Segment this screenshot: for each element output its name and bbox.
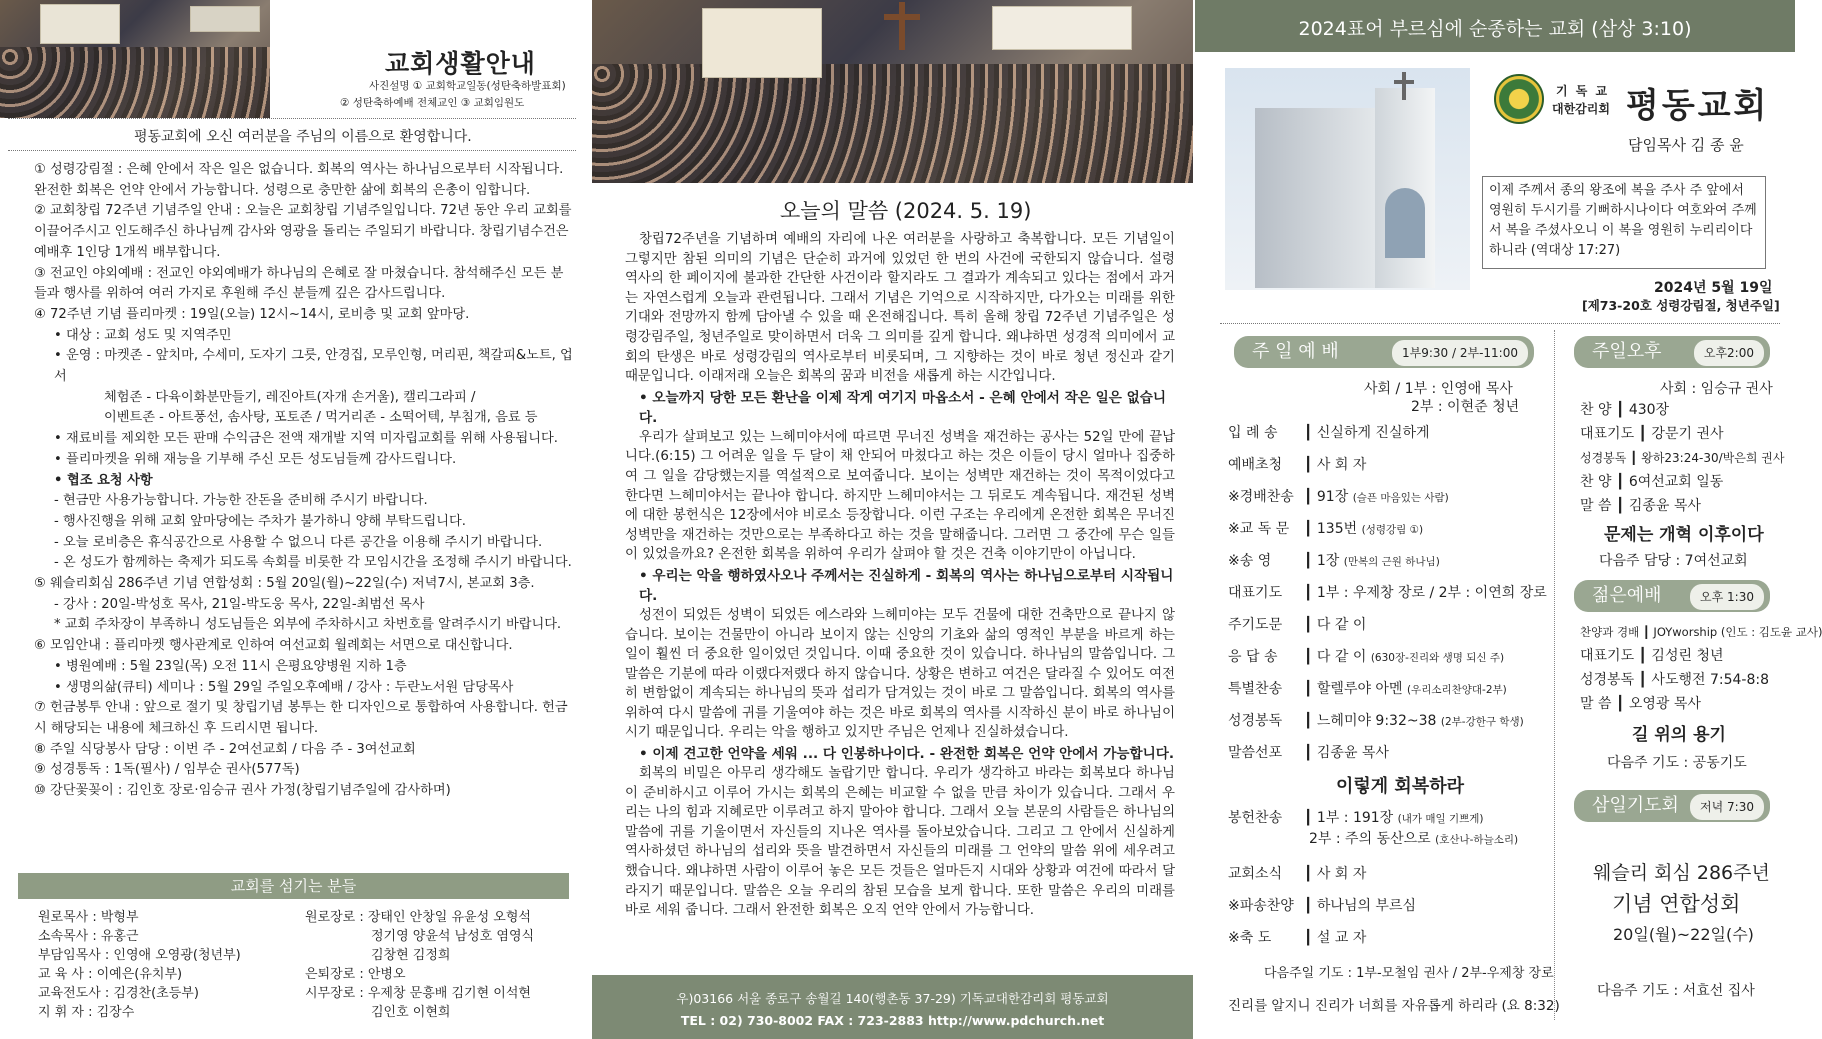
footer-address: 우)03166 서울 종로구 송월길 140(행촌동 37-29) 기독교대한감리회 평동교회 [676,991,1109,1006]
order-row: 주기도문 ┃ 다 같 이 [1228,617,1367,633]
wednesday-time: 저녁 7:30 [1690,794,1764,820]
youth-next: 다음주 기도 : 공동기도 [1607,755,1747,771]
servant-row: 김인호 이현희 [371,1005,451,1020]
servant-row: 원로목사 : 박형부 [38,910,139,925]
closing-verse: 진리를 알지니 진리가 너희를 자유롭게 하리라 (요 8:32) [1228,998,1560,1014]
notice-item: - 온 성도가 함께하는 축제가 되도록 속회를 비롯한 각 모임시간을 조정해 주시기 바랍니다. [54,555,572,571]
notice-item: 체험존 - 다육이화분만들기, 레진아트(자개 손거울), 캘리그라피 / [104,389,476,405]
sermon-body [625,230,1175,921]
order-row: 말씀선포 ┃ 김종윤 목사 [1228,745,1389,761]
sermon-section-head: • 우리는 악을 행하였사오나 주께서는 진실하게 - 회복의 역사는 하나님으로부터 시작됩니다. [639,567,1174,604]
notice-item: • 재료비를 제외한 모든 판매 수익금은 전액 재개발 지역 미자립교회를 위해 사용됩니다. [54,431,558,447]
order-row: 예배초청 ┃ 사 회 자 [1228,457,1367,473]
notice-item: ⑦ 헌금봉투 안내 : 앞으로 절기 및 창립기념 봉투는 한 디자인으로 통합하여 사용합니다. 헌금시 해당되는 내용에 체크하신 후 드리시면 됩니다. [34,700,568,736]
wednesday-title: 삼일기도회 [1592,795,1679,816]
bulletin-date: 2024년 5월 19일 [1654,280,1773,296]
notice-item: ⑥ 모임안내 : 플리마켓 행사관계로 인하여 여선교회 월례회는 서면으로 대신합니다. [34,638,513,654]
notice-item: • 운영 : 마켓존 - 앞치마, 수세미, 도자기 그릇, 안경집, 모루인형, 머리핀, 책갈피&노트, 업서 [54,348,573,385]
servant-row: 교 육 사 : 이예은(유치부) [38,967,183,982]
verse-box [1482,176,1766,269]
notice-item: ⑧ 주일 식당봉사 담당 : 이번 주 - 2여선교회 / 다음 주 - 3여선교회 [34,741,416,757]
page-title: 교회생활안내 [385,49,536,78]
notice-item: 이벤트존 - 아트풍선, 솜사탕, 포토존 / 먹거리존 - 소떡어텍, 부침개, 음료 등 [104,410,538,426]
afternoon-row: 찬 양 ┃ 6여선교회 일동 [1580,474,1724,490]
order-row: ※축 도 ┃ 설 교 자 [1228,930,1367,946]
wednesday-event-2: 기념 연합성회 [1612,892,1741,916]
notice-item: * 교회 주차장이 부족하니 성도님들은 외부에 주차하시고 차번호를 알려주시기 바랍니다. [54,617,562,633]
wednesday-next: 다음주 기도 : 서효선 집사 [1597,983,1755,999]
next-sunday-prayer: 다음주일 기도 : 1부-모철임 권사 / 2부-우제창 장로 [1264,966,1554,981]
notice-item: - 오늘 로비층은 휴식공간으로 사용할 수 없으니 다른 공간을 이용해 주시기 바랍니다. [54,534,543,550]
notice-list [34,160,574,802]
order-row: 대표기도 ┃ 1부 : 우제창 장로 / 2부 : 이연희 장로 [1228,585,1547,601]
sermon-paragraph: 우리가 살펴보고 있는 느헤미야서에 따르면 무너진 성벽을 재건하는 공사는 52일 만에 끝납니다.(6:15) 그 어려운 일을 두 달이 채 안되어 마쳤다고 하는 것은 이들이 당시 얼마나 집중하여 그 일을 감당했는지를 역설적으로 보여줍니다. 보이는 성벽만 재건하는 것이 목적이었다고 한다면 느헤미야서는 끝나야 합니다. 하지만 느헤미야서는 그 뒤로도 계속됩니다. 재건된 성벽에 대한 봉헌식은 12장에서야 비로소 등장합니다. 이런 구조는 우리에게 온전한 회복은 무너진 성벽만을 재건하는 것만으로는 부족하다고 하는 것을 말해줍니다. 그러면 그 중간에 무슨 일들이 있었을까요? 온전한 회복을 위하여 우리가 살펴야 할 것은 건축 이야기만이 아닙니다. [625,429,1175,563]
order-row: 입 례 송 ┃ 신실하게 진실하게 [1228,425,1430,441]
sermon-section-head: • 이제 견고한 언약을 세워 ... 다 인봉하나이다. - 완전한 회복은 언약 안에서 가능합니다. [639,746,1175,763]
wednesday-service-header [1574,790,1770,822]
church-logo-icon [1494,74,1544,124]
afternoon-row: 대표기도 ┃ 강문기 권사 [1580,426,1724,442]
notice-item: • 플리마켓을 위해 재능을 기부해 주신 모든 성도님들께 감사드립니다. [54,451,457,467]
afternoon-row: 찬 양 ┃ 430장 [1580,402,1670,418]
youth-row: 성경봉독 ┃ 사도행전 7:54-8:8 [1580,672,1769,688]
sermon-paragraph: 성전이 되었든 성벽이 되었든 에스라와 느헤미야는 모두 건물에 대한 건축만으로 끝나지 않습니다. 보이는 건물만이 아니라 보이지 않는 신앙의 기초와 삶의 영적인 부분을 바르게 하는 일이 훨씬 더 중요한 일이었던 것입니다. 이때 중요한 것이 있습니다. 하나님의 말씀입니다. 그 말씀은 기분에 따라 이랬다저랬다 하지 않습니다. 상황은 변하고 여건은 달라질 수 있어도 여전히 변함없이 계속되는 하나님의 뜻과 섭리가 담겨있는 것이 바로 그 말씀입니다. 회복의 역사를 위하여 다시 말씀에 귀를 기울여야 하는 것은 바로 회복의 역사를 시작하신 분이 바로 하나님이시기 때문입니다. 우리는 악을 행하고 있지만 주님은 언제나 진실하셨습니다. [625,607,1175,741]
notice-item: - 현금만 사용가능합니다. 가능한 잔돈을 준비해 주시기 바랍니다. [54,493,428,509]
sunday-service-header [1234,336,1534,368]
notice-item: ⑩ 강단꽃꽂이 : 김인호 장로·임승규 권사 가정(창립기념주일에 감사하며) [34,783,451,799]
afternoon-time: 오후2:00 [1694,340,1764,366]
order-row: ※교 독 문 ┃ 135번 (성령강림 ①) [1228,521,1424,537]
notice-item: - 강사 : 20일-박성호 목사, 21일-박도웅 목사, 22일-최범선 목사 [54,596,425,612]
youth-sermon: 길 위의 용기 [1632,725,1726,745]
footer-contact: TEL : 02) 730-8002 FAX : 723-2883 http://www.pdchurch.net [680,1013,1105,1028]
sermon-paragraph: 창립72주년을 기념하며 예배의 자리에 나온 여러분을 사랑하고 축복합니다. 모든 기념일이 그렇지만 참된 의미의 기념은 단순히 과거에 있었던 한 번의 사건에 국한되지 않습니다. 설령 역사의 한 페이지에 불과한 간단한 사건이라 할지라도 그 결과가 계속되고 있다는 점에서 과거는 자연스럽게 오늘과 관련됩니다. 그래서 기념은 기억으로 시작하지만, 다가오는 미래를 위한 기대와 전망까지 함께 담아낼 수 있을 때 온전해집니다. 특히 올해 창립 72주년 기념주일은 성령강림주일, 청년주일로 맞이하면서 더욱 그 의미를 깊게 합니다. 왜냐하면 성경적 의미에서 교회의 탄생은 바로 성령강림의 역사로부터 비롯되며, 그 지향하는 것이 바로 청년 정신과 같기 때문입니다. 이래저래 오늘은 회복의 꿈과 비전을 새롭게 하는 시간입니다. [625,232,1175,385]
photo-church-school [0,0,270,118]
notice-item: ③ 전교인 야외예배 : 전교인 야외예배가 하나님의 은혜로 잘 마쳤습니다. 참석해주신 모든 분들과 행사를 위하여 여러 가지로 후원해 주신 분들께 깊은 감사드립니다. [34,265,564,302]
divider [8,118,576,119]
notice-item: • 대상 : 교회 성도 및 지역주민 [54,327,232,343]
sermon-paragraph: 회복의 비밀은 아무리 생각해도 놀랍기만 합니다. 우리가 생각하고 바라는 회복보다 하나님이 준비하시고 이루어 가시는 회복의 은혜는 비교할 수 없을 만큼 차이가 있습니다. 그래서 우리는 나의 힘과 지혜로만 이루려고 하지 말아야 합니다. 그래서 오늘 본문의 사람들은 하나님의 말씀에 귀를 기울이면서 자신들의 지나온 역사를 돌아보았습니다. 그리고 그 안에서 신실하게 역사하셨던 하나님의 섭리와 뜻을 발견하면서 자신들의 미래를 그 언약의 말씀 위에 세우려고 했습니다. 왜냐하면 사람이 이루어 놓은 모든 것들은 얼마든지 시대와 상황과 여건에 따라서 달라지기 때문입니다. 말씀은 오늘 우리의 참된 모습을 보게 합니다. 또한 말씀은 우리의 미래를 바로 세워 줍니다. 그래서 완전한 회복은 오직 언약 안에서 가능합니다. [625,766,1175,919]
servants-right [305,908,534,1022]
afternoon-service-header [1574,336,1770,368]
sunday-service-time: 1부9:30 / 2부-11:00 [1392,340,1528,366]
motto-text: 2024표어 부르심에 순종하는 교회 (삼상 3:10) [1298,18,1692,40]
sunday-sermon-title: 이렇게 회복하라 [1336,776,1464,797]
notice-item: ⑤ 웨슬리회심 286주년 기념 연합성회 : 5월 20일(월)~22일(수) 저녁7시, 본교회 3층. [34,576,535,592]
order-row: 교회소식 ┃ 사 회 자 [1228,866,1367,882]
wednesday-event-3: 20일(월)~22일(수) [1613,925,1754,944]
notice-item: • 협조 요청 사항 [54,472,153,488]
youth-row: 말 씀 ┃ 오영광 목사 [1580,696,1701,712]
welcome-text: 평동교회에 오신 여러분을 주님의 이름으로 환영합니다. [134,129,472,145]
servant-row: 김창현 김정희 [371,948,451,963]
notice-item: ② 교회창립 72주년 기념주일 안내 : 오늘은 교회창립 기념주일입니다. 72년 동안 우리 교회를 이끌어주시고 인도해주신 하나님께 감사와 영광을 돌리는 주일되기 바랍니다. 창립기념수건은 예배후 1인당 1개씩 배부합니다. [34,203,572,260]
afternoon-presider: 사회 : 임승규 권사 [1660,381,1773,397]
sunday-presider-1: 사회 / 1부 : 인영애 목사 [1364,381,1513,397]
pastor-name: 담임목사 김 종 윤 [1628,136,1744,154]
sunday-presider-2: 2부 : 이현준 청년 [1411,399,1520,415]
church-name: 평동교회 [1626,86,1770,126]
order-row: ※송 영 ┃ 1장 (만복의 근원 하나님) [1228,553,1440,569]
servant-row: 원로장로 : 장태인 안창일 유윤성 오형석 [305,910,531,925]
youth-title: 젊은예배 [1592,585,1662,606]
notice-item: • 병원예배 : 5월 23일(목) 오전 11시 은평요양병원 지하 1층 [54,658,407,674]
bulletin-issue: [제73-20호 성령강림절, 청년주일] [1582,298,1780,313]
servant-row: 교육전도사 : 김경찬(초등부) [38,986,199,1001]
youth-time: 오후 1:30 [1690,584,1764,610]
afternoon-row: 성경봉독 ┃ 왕하23:24-30/박은희 권사 [1580,451,1785,465]
denomination-1: 기 독 교 [1556,84,1610,98]
youth-service-header [1574,580,1770,612]
order-row-offering: 봉헌찬송 ┃ 1부 : 191장 (내가 매일 기쁘게) [1228,810,1484,826]
divider [8,150,576,151]
photo-congregation [592,0,1193,183]
notice-item: ⑨ 성경통독 : 1독(필사) / 임부순 권사(577독) [34,762,300,778]
afternoon-row: 말 씀 ┃ 김종윤 목사 [1580,498,1701,514]
servants-left [38,908,241,1022]
notice-item: - 행사진행을 위해 교회 앞마당에는 주차가 불가하니 양해 부탁드립니다. [54,513,466,529]
sunday-service-title: 주 일 예 배 [1252,341,1339,362]
servant-row: 소속목사 : 유홍근 [38,929,139,944]
cross-icon-bar [884,14,920,20]
order-row: ※경배찬송 ┃ 91장 (슬픈 마음있는 사람) [1228,489,1449,505]
servants-title: 교회를 섬기는 분들 [18,873,569,899]
servant-row: 부담임목사 : 인영애 오영광(청년부) [38,948,241,963]
afternoon-title: 주일오후 [1592,341,1662,362]
servant-row: 지 휘 자 : 김장수 [38,1005,135,1020]
photo-caption-1: 사진설명 ① 교회학교일동(성탄축하발표회) [369,80,566,92]
cross-icon [1402,72,1406,100]
youth-row: 대표기도 ┃ 김성린 청년 [1580,648,1724,664]
verse-text: 이제 주께서 종의 왕조에 복을 주사 주 앞에서 영원히 두시기를 기뻐하시나이다 여호와여 주께서 복을 주셨사오니 이 복을 영원히 누리리이다 하니라 (역대상 17:27) [1489,183,1757,258]
notice-item: • 생명의삶(큐티) 세미나 : 5월 29일 주일오후예배 / 강사 : 두란노서원 담당목사 [54,679,514,695]
cross-icon [899,2,905,50]
order-row-offering-2: 2부 : 주의 동산으로 (호산나-하늘소리) [1309,831,1519,847]
photo-caption-2: ② 성탄축하예배 전체교인 ③ 교회임원도 [340,97,525,109]
sermon-title: 오늘의 말씀 (2024. 5. 19) [780,199,1032,223]
sermon-section-head: • 오늘까지 당한 모든 환난을 이제 작게 여기지 마옵소서 - 은혜 안에서 작은 일은 없습니다. [639,389,1167,426]
order-row: 응 답 송 ┃ 다 같 이 (630장-진리와 생명 되신 주) [1228,649,1505,665]
wednesday-event-1: 웨슬리 회심 286주년 [1593,862,1770,884]
denomination-2: 대한감리회 [1552,102,1610,116]
order-row: ※파송찬양 ┃ 하나님의 부르심 [1228,898,1417,914]
order-row: 성경봉독 ┃ 느헤미야 9:32~38 (2부-강한구 학생) [1228,713,1524,729]
afternoon-sermon: 문제는 개혁 이후이다 [1604,525,1764,545]
divider [1220,323,1780,324]
servant-row: 시무장로 : 우제창 문흥배 김기현 이석현 [305,986,531,1001]
youth-row: 찬양과 경배 ┃ JOYworship (인도 : 김도윤 교사) [1580,625,1822,639]
servant-row: 정기영 양윤석 남성호 염영식 [371,929,535,944]
motto-bar [1195,0,1795,52]
notice-item: ④ 72주년 기념 플리마켓 : 19일(오늘) 12시~14시, 로비층 및 교회 앞마당. [34,306,470,322]
order-row: 특별찬송 ┃ 할렐루야 아멘 (우리소리찬양대-2부) [1228,681,1507,697]
servant-row: 은퇴장로 : 안병오 [305,967,406,982]
column-divider [1554,330,1555,1020]
afternoon-next: 다음주 담당 : 7여선교회 [1599,553,1748,569]
church-building-image [1225,68,1470,290]
footer-bar [592,975,1193,1039]
notice-item: ① 성령강림절 : 은혜 안에서 작은 일은 없습니다. 회복의 역사는 하나님으로부터 시작됩니다. 완전한 회복은 언약 안에서 가능합니다. 성령으로 충만한 삶에 회복의 은총이 임합니다. [34,162,564,198]
